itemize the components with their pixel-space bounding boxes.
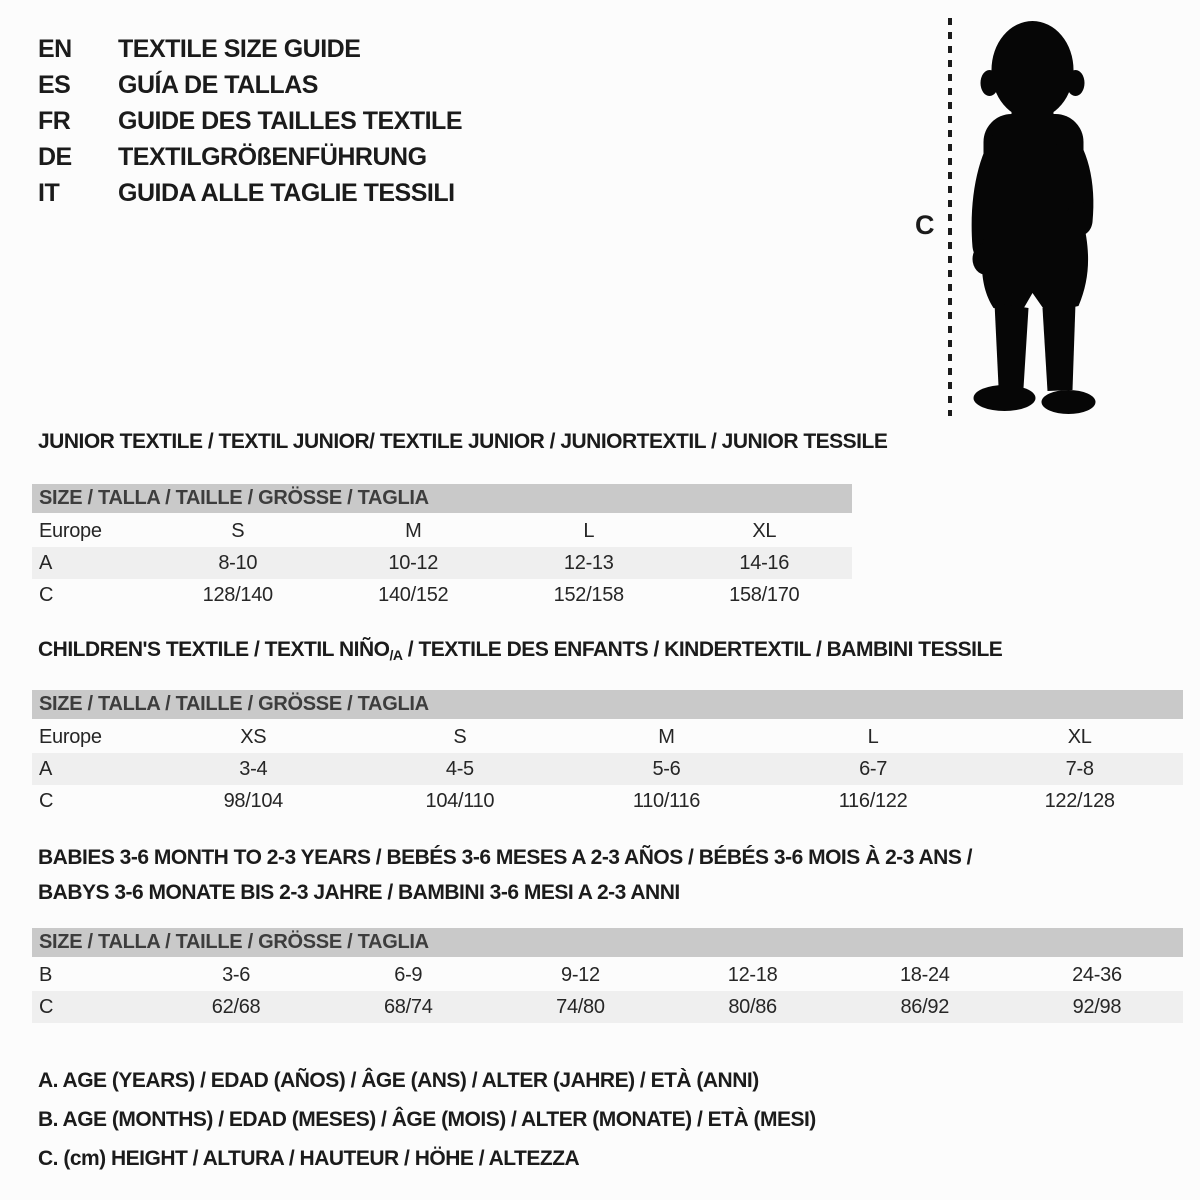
- language-code: FR: [38, 107, 71, 135]
- table-header: SIZE / TALLA / TAILLE / GRÖSSE / TAGLIA: [32, 484, 852, 513]
- cell: M: [658, 726, 675, 748]
- table-row: [32, 991, 1183, 1023]
- guide-title: GUIDE DES TAILLES TEXTILE: [118, 107, 463, 135]
- cell: 12-13: [563, 552, 614, 574]
- junior-section-title: JUNIOR TEXTILE / TEXTIL JUNIOR/ TEXTILE JUNIOR / JUNIORTEXTIL / JUNIOR TESSILE: [38, 430, 888, 453]
- cell: XL: [1067, 726, 1092, 748]
- toddler-silhouette: [963, 15, 1143, 420]
- cell: 140/152: [378, 584, 449, 606]
- language-row: [38, 103, 462, 139]
- guide-title: TEXTILE SIZE GUIDE: [118, 35, 361, 63]
- footnotes: [38, 1068, 816, 1185]
- cell: 104/110: [425, 790, 495, 812]
- cell: 7-8: [1065, 758, 1094, 780]
- footnote-b: B. AGE (MONTHS) / EDAD (MESES) / ÂGE (MOIS) / ALTER (MONATE) / ETÀ (MESI): [38, 1108, 816, 1131]
- cell: 110/116: [632, 790, 701, 812]
- cell: 5-6: [652, 758, 681, 780]
- cell: 80/86: [728, 996, 777, 1018]
- cell: 18-24: [899, 964, 950, 986]
- cell: 62/68: [211, 996, 261, 1018]
- cell: L: [867, 726, 879, 748]
- cell: 158/170: [729, 584, 800, 606]
- cell: S: [453, 726, 467, 748]
- cell: 68/74: [383, 996, 433, 1018]
- table-row: [32, 547, 852, 579]
- height-measure-label: C: [915, 210, 935, 240]
- children-title-subscript: /A: [389, 647, 403, 663]
- cell: XS: [240, 726, 267, 748]
- guide-title: GUÍA DE TALLAS: [118, 71, 318, 99]
- language-code: ES: [38, 71, 71, 99]
- cell: M: [405, 520, 422, 542]
- cell: 74/80: [556, 996, 605, 1018]
- guide-title: TEXTILGRÖßENFÜHRUNG: [118, 143, 427, 171]
- children-size-table: [32, 690, 1183, 817]
- children-title-after: / TEXTILE DES ENFANTS / KINDERTEXTIL / BAMBINI TESSILE: [402, 638, 1003, 661]
- cell: 116/122: [838, 790, 908, 812]
- language-title-block: [38, 31, 462, 211]
- language-row: [38, 67, 462, 103]
- children-title-before: CHILDREN'S TEXTILE / TEXTIL NIÑO: [38, 638, 390, 661]
- cell: 6-9: [394, 964, 423, 986]
- table-row: [32, 959, 1183, 991]
- language-row: [38, 31, 462, 67]
- cell: 14-16: [739, 552, 790, 574]
- table-row: [32, 515, 852, 547]
- cell: S: [231, 520, 245, 542]
- junior-size-table: [32, 484, 852, 611]
- height-measure-dashed-line: [948, 18, 952, 416]
- cell: 12-18: [727, 964, 778, 986]
- cell: XL: [752, 520, 777, 542]
- footnote-a: A. AGE (YEARS) / EDAD (AÑOS) / ÂGE (ANS) / ALTER (JAHRE) / ETÀ (ANNI): [38, 1069, 759, 1092]
- table-row: [32, 753, 1183, 785]
- cell: 128/140: [202, 584, 273, 606]
- footnote-c: C. (cm) HEIGHT / ALTURA / HAUTEUR / HÖHE / ALTEZZA: [38, 1147, 580, 1170]
- cell: 10-12: [388, 552, 439, 574]
- babies-size-table: [32, 928, 1183, 1023]
- row-label: C: [39, 790, 54, 812]
- cell: 8-10: [218, 552, 258, 574]
- language-code: EN: [38, 35, 72, 63]
- babies-section-title-line2: BABYS 3-6 MONATE BIS 2-3 JAHRE / BAMBINI 3-6 MESI A 2-3 ANNI: [38, 881, 680, 904]
- cell: 6-7: [859, 758, 888, 780]
- row-label: C: [39, 584, 54, 606]
- cell: 9-12: [561, 964, 600, 986]
- guide-title: GUIDA ALLE TAGLIE TESSILI: [118, 179, 455, 207]
- cell: 4-5: [445, 758, 474, 780]
- cell: 98/104: [223, 790, 283, 812]
- language-code: DE: [38, 143, 72, 171]
- cell: 3-6: [222, 964, 251, 986]
- row-label: A: [39, 758, 53, 780]
- language-code: IT: [38, 179, 60, 207]
- language-row: [38, 175, 462, 211]
- language-row: [38, 139, 462, 175]
- cell: 92/98: [1072, 996, 1122, 1018]
- cell: L: [583, 520, 595, 542]
- cell: 152/158: [553, 584, 624, 606]
- row-label: B: [39, 964, 53, 986]
- table-row: [32, 579, 852, 611]
- babies-section-title-line1: BABIES 3-6 MONTH TO 2-3 YEARS / BEBÉS 3-6 MESES A 2-3 AÑOS / BÉBÉS 3-6 MOIS À 2-3 ANS /: [38, 846, 973, 869]
- cell: 24-36: [1072, 964, 1122, 986]
- table-row: [32, 785, 1183, 817]
- row-label: C: [39, 996, 54, 1018]
- table-row: [32, 721, 1183, 753]
- toddler-silhouette-shapes: [972, 21, 1096, 414]
- children-section-title: [38, 638, 1002, 663]
- cell: 86/92: [900, 996, 950, 1018]
- cell: 122/128: [1044, 790, 1115, 812]
- row-label: Europe: [39, 726, 102, 748]
- row-label: Europe: [39, 520, 102, 542]
- table-header: SIZE / TALLA / TAILLE / GRÖSSE / TAGLIA: [32, 690, 1183, 719]
- table-header: SIZE / TALLA / TAILLE / GRÖSSE / TAGLIA: [32, 928, 1183, 957]
- cell: 3-4: [239, 758, 268, 780]
- row-label: A: [39, 552, 53, 574]
